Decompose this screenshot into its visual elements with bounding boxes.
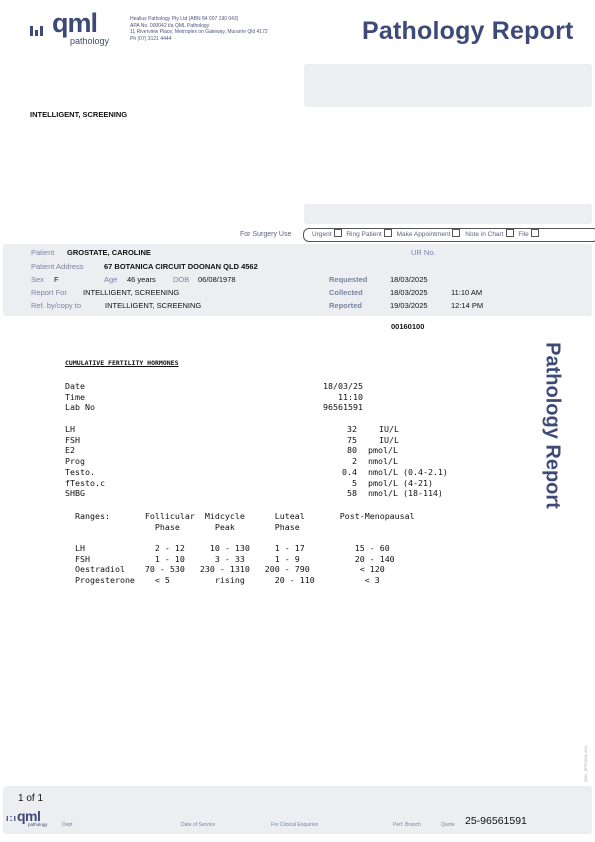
patient-panel bbox=[3, 244, 592, 316]
logo-subtext: pathology bbox=[70, 36, 110, 46]
result-units bbox=[368, 424, 448, 499]
collected-time: 11:10 AM bbox=[451, 288, 483, 297]
meta-label: Time bbox=[65, 391, 85, 402]
ur-label: UR No. bbox=[411, 248, 436, 257]
requested-label: Requested bbox=[329, 275, 368, 284]
result-unit: IU/L bbox=[379, 424, 399, 434]
result-name: fTesto.c bbox=[65, 477, 105, 488]
company-line: 11 Riverview Place, Metroplex on Gateway, Murarrie Qld 4172 bbox=[130, 29, 268, 36]
result-value: 0.4 bbox=[342, 466, 357, 477]
report-for-label: Report For bbox=[31, 288, 67, 297]
quote-value: 25-96561591 bbox=[465, 815, 527, 827]
sex-value: F bbox=[54, 275, 59, 284]
result-name: E2 bbox=[65, 445, 75, 456]
patient-name: GROSTATE, CAROLINE bbox=[67, 248, 151, 257]
logo-text: qml bbox=[52, 8, 98, 38]
range-row: LH 2 - 12 10 - 130 1 - 17 15 - 60 bbox=[65, 543, 390, 553]
reported-label: Reported bbox=[329, 301, 362, 310]
result-values bbox=[318, 424, 357, 499]
reported-time: 12:14 PM bbox=[451, 301, 484, 310]
result-name: Testo. bbox=[65, 466, 95, 477]
result-value: 2 bbox=[352, 456, 357, 467]
dob-value: 06/08/1978 bbox=[198, 275, 236, 284]
blank-box bbox=[304, 204, 592, 224]
option-make-appointment-label: Make Appointment bbox=[396, 231, 451, 238]
option-ring-patient-label: Ring Patient bbox=[346, 231, 382, 238]
meta-value: 96561591 bbox=[323, 402, 363, 413]
address-label: Patient Address bbox=[31, 262, 84, 271]
result-unit: pmol/L (4-21) bbox=[368, 477, 433, 488]
range-row: Oestradiol 70 - 530 230 - 1310 200 - 790 < 120 bbox=[65, 564, 385, 575]
result-unit: nmol/L bbox=[368, 456, 398, 467]
meta-label: Lab No bbox=[65, 402, 95, 413]
dob-label: DOB bbox=[173, 275, 190, 284]
collected-label: Collected bbox=[329, 288, 363, 297]
file-checkbox[interactable] bbox=[531, 229, 539, 237]
collected-date: 18/03/2025 bbox=[390, 288, 428, 297]
result-value: 75 bbox=[347, 434, 357, 445]
result-unit: pmol/L bbox=[368, 445, 398, 456]
footer-logo-text: qml bbox=[17, 808, 41, 824]
result-name: SHBG bbox=[65, 488, 85, 499]
surgery-options bbox=[303, 228, 595, 242]
ref-value: INTELLIGENT, SCREENING bbox=[105, 301, 202, 310]
range-row: Progesterone < 5 rising 20 - 110 < 3 bbox=[65, 575, 380, 586]
footer-logo-subtext: pathology bbox=[28, 822, 48, 827]
note-in-chart-checkbox[interactable] bbox=[506, 229, 514, 237]
patient-label: Patient bbox=[31, 248, 55, 257]
meta-labels bbox=[65, 381, 95, 413]
option-urgent-label: Urgent bbox=[312, 231, 332, 238]
result-value: 80 bbox=[347, 445, 357, 456]
option-note-in-chart-label: Note in Chart bbox=[465, 231, 504, 238]
qml-logo bbox=[30, 8, 120, 48]
make-appointment-checkbox[interactable] bbox=[452, 229, 460, 237]
quote-label: Quote bbox=[441, 822, 455, 828]
ranges-header: Ranges: Follicular Midcycle Luteal Post-Menopausal Phase Peak Phase bbox=[74, 511, 415, 532]
company-line: APA No. 000042 t/a QML Pathology bbox=[130, 22, 210, 29]
result-unit: nmol/L (0.4-2.1) bbox=[368, 466, 448, 477]
result-names bbox=[65, 424, 105, 499]
report-for-value: INTELLIGENT, SCREENING bbox=[83, 288, 180, 297]
range-row: FSH 1 - 10 3 - 33 1 - 9 20 - 140 bbox=[65, 553, 395, 564]
reported-date: 19/03/2025 bbox=[390, 301, 428, 310]
result-name: FSH bbox=[65, 434, 80, 445]
dept-label: Dept bbox=[62, 822, 73, 828]
age-label: Age bbox=[104, 275, 118, 284]
surgery-use-label: For Surgery Use bbox=[240, 231, 292, 238]
footer-logo: ı:ıqml bbox=[6, 808, 41, 824]
company-line: Ph (07) 3121 4444 bbox=[130, 35, 172, 42]
requested-date: 18/03/2025 bbox=[390, 275, 428, 284]
side-code: QML_8FE2D81-A04 bbox=[583, 745, 588, 782]
side-title: Pathology Report bbox=[541, 342, 564, 509]
age-value: 46 years bbox=[127, 275, 156, 284]
result-name: Prog bbox=[65, 456, 85, 467]
side-title-container bbox=[522, 344, 582, 544]
ref-label: Ref. by/copy to bbox=[31, 301, 82, 310]
meta-value: 11:10 bbox=[338, 391, 363, 402]
meta-value: 18/03/25 bbox=[323, 381, 363, 391]
result-unit: IU/L bbox=[379, 434, 399, 445]
request-number: 00160100 bbox=[391, 322, 425, 331]
company-line: Healius Pathology Pty Ltd (ABN 84 007 190 043) bbox=[130, 16, 239, 22]
result-value: 5 bbox=[352, 477, 357, 488]
doctor-name: INTELLIGENT, SCREENING bbox=[30, 110, 128, 119]
result-value: 32 bbox=[347, 424, 357, 434]
meta-label: Date bbox=[65, 381, 85, 391]
ring-patient-checkbox[interactable] bbox=[384, 229, 392, 237]
option-file-label: File bbox=[518, 231, 529, 238]
logo-bars-icon bbox=[30, 18, 45, 36]
clinical-enquiries-label: For Clinical Enquiries bbox=[271, 822, 319, 828]
meta-values bbox=[318, 381, 363, 413]
report-title: CUMULATIVE FERTILITY HORMONES bbox=[65, 359, 179, 367]
address-box bbox=[304, 64, 592, 107]
sex-label: Sex bbox=[31, 275, 44, 284]
address-value: 67 BOTANICA CIRCUIT DOONAN QLD 4562 bbox=[104, 262, 258, 271]
date-of-service-label: Date of Service bbox=[181, 822, 216, 828]
urgent-checkbox[interactable] bbox=[334, 229, 342, 237]
company-details bbox=[130, 16, 268, 42]
perf-branch-label: Perf. Branch bbox=[393, 822, 421, 828]
page-title: Pathology Report bbox=[362, 17, 574, 45]
page-number: 1 of 1 bbox=[18, 793, 44, 804]
ranges-table bbox=[65, 543, 395, 586]
result-value: 58 bbox=[347, 488, 357, 499]
result-unit: nmol/L (18-114) bbox=[368, 488, 443, 499]
result-name: LH bbox=[65, 424, 75, 434]
